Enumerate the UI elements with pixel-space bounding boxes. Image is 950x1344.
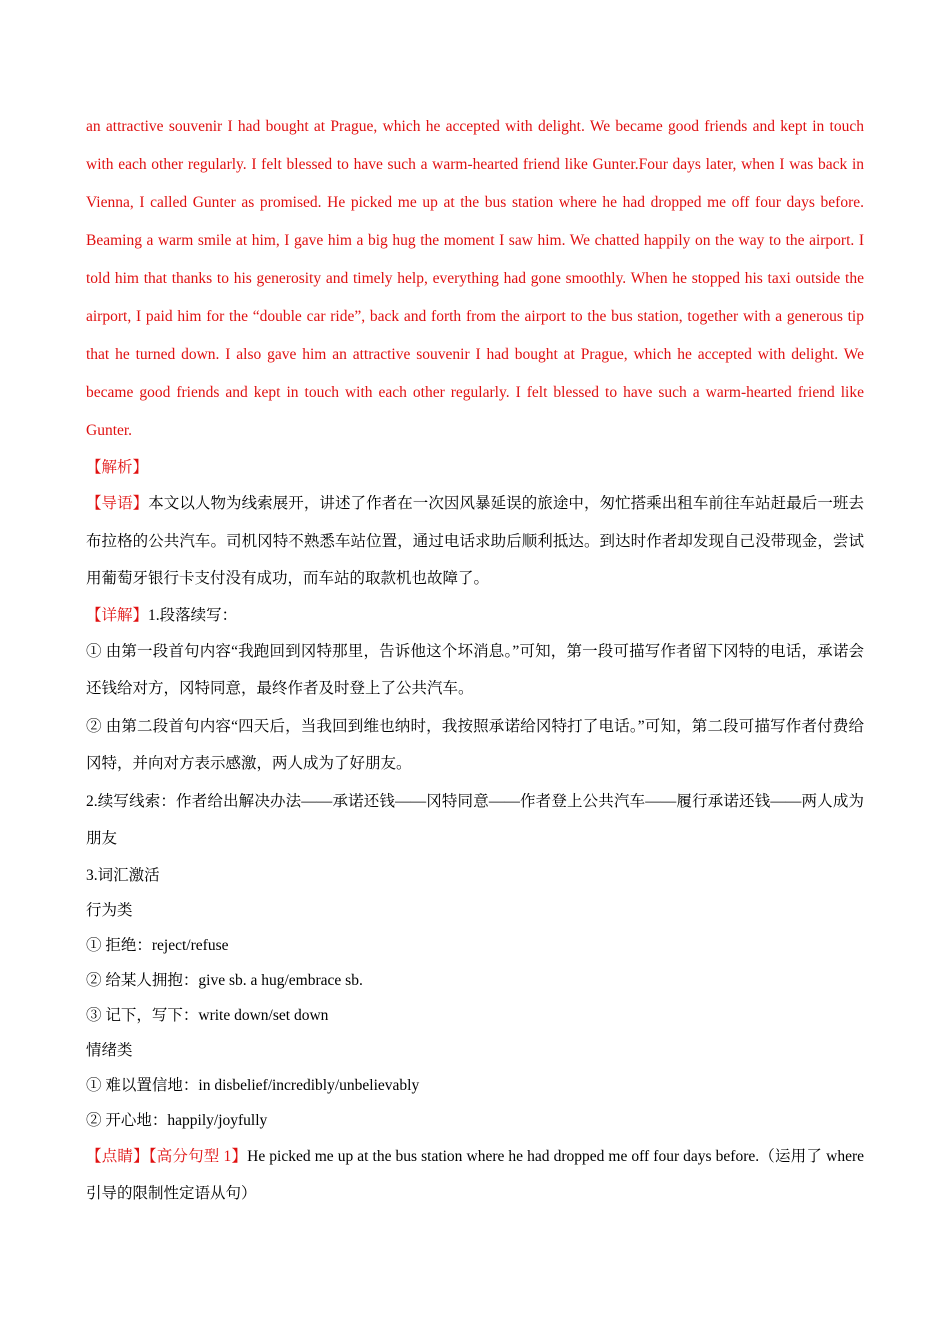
detail-point-1 [86, 633, 864, 708]
circled-number-1: ① [86, 936, 102, 954]
detail-tag: 【详解】 [86, 606, 149, 624]
behavior-item-3 [86, 998, 864, 1033]
vocab-text: 开心地：happily/joyfully [101, 1111, 268, 1129]
writing-clue: 2.续写线索：作者给出解决办法——承诺还钱——冈特同意——作者登上公共汽车——履行承诺还钱——两人成为朋友 [86, 792, 864, 847]
vocab-text: 给某人拥抱：give sb. a hug/embrace sb. [101, 971, 363, 989]
analysis-heading: 【解析】 [86, 459, 149, 476]
behavior-item-1 [86, 928, 864, 963]
intro-paragraph [86, 485, 864, 598]
emotion-item-1 [86, 1068, 864, 1103]
behavior-item-2 [86, 963, 864, 998]
intro-text: 本文以人物为线索展开，讲述了作者在一次因风暴延误的旅途中，匆忙搭乘出租车前往车站赶最后一班去布拉格的公共汽车。司机冈特不熟悉车站位置，通过电话求助后顺利抵达。到达时作者却发现自己没带现金，尝试用葡萄牙银行卡支付没有成功，而车站的取款机也故障了。 [86, 495, 864, 587]
circled-number-1: ① [86, 642, 102, 660]
document-content [86, 108, 864, 1213]
circled-number-1: ① [86, 1076, 102, 1094]
highlight-tag: 【点睛】 [86, 1147, 149, 1165]
emotion-label: 情绪类 [86, 1041, 133, 1059]
behavior-label: 行为类 [86, 901, 133, 919]
highlight-sub-tag: 【高分句型 1】 [148, 1147, 248, 1165]
highlight-text: He picked me up at the bus station where he had dropped me off four days before.（运用了 where 引导的限制性定语从句） [86, 1147, 864, 1202]
detail-heading-text: 1.段落续写： [148, 606, 238, 624]
vocab-text: 拒绝：reject/refuse [101, 936, 229, 954]
detail-point-text: 由第一段首句内容“我跑回到冈特那里，告诉他这个坏消息。”可知，第一段可描写作者留下冈特的电话，承诺会还钱给对方，冈特同意，最终作者及时登上了公共汽车。 [86, 642, 864, 697]
highlight-paragraph [86, 1138, 864, 1213]
circled-number-2: ② [86, 971, 102, 989]
vocab-text: 难以置信地：in disbelief/incredibly/unbelievably [101, 1076, 420, 1094]
emotion-item-2 [86, 1103, 864, 1138]
detail-point-2 [86, 708, 864, 783]
detail-heading [86, 598, 864, 633]
story-paragraph: an attractive souvenir I had bought at Prague, which he accepted with delight. We became good friends and kept in touch with each other regularly. I felt blessed to have such a warm-hearted friend like Gunter.Four days later, when I was back in Vienna, I called Gunter as promised. He picked me up at the bus station where he had dropped me off four days before. Beaming a warm smile at him, I gave him a big hug the moment I saw him. We chatted happily on the way to the airport. I told him that thanks to his generosity and timely help, everything had gone smoothly. When he stopped his taxi outside the airport, I paid him for the “double car ride”, back and forth from the airport to the bus station, together with a generous tip that he turned down. I also gave him an attractive souvenir I had bought at Prague, which he accepted with delight. We became good friends and kept in touch with each other regularly. I felt blessed to have such a warm-hearted friend like Gunter. [86, 118, 864, 439]
intro-tag: 【导语】 [86, 495, 149, 512]
vocab-heading: 3.词汇激活 [86, 866, 160, 884]
circled-number-2: ② [86, 1111, 102, 1129]
vocab-text: 记下，写下：write down/set down [101, 1006, 329, 1024]
detail-point-text: 由第二段首句内容“四天后，当我回到维也纳时，我按照承诺给冈特打了电话。”可知，第二段可描写作者付费给冈特，并向对方表示感激，两人成为了好朋友。 [86, 717, 864, 772]
circled-number-3: ③ [86, 1006, 102, 1024]
circled-number-2: ② [86, 717, 102, 735]
